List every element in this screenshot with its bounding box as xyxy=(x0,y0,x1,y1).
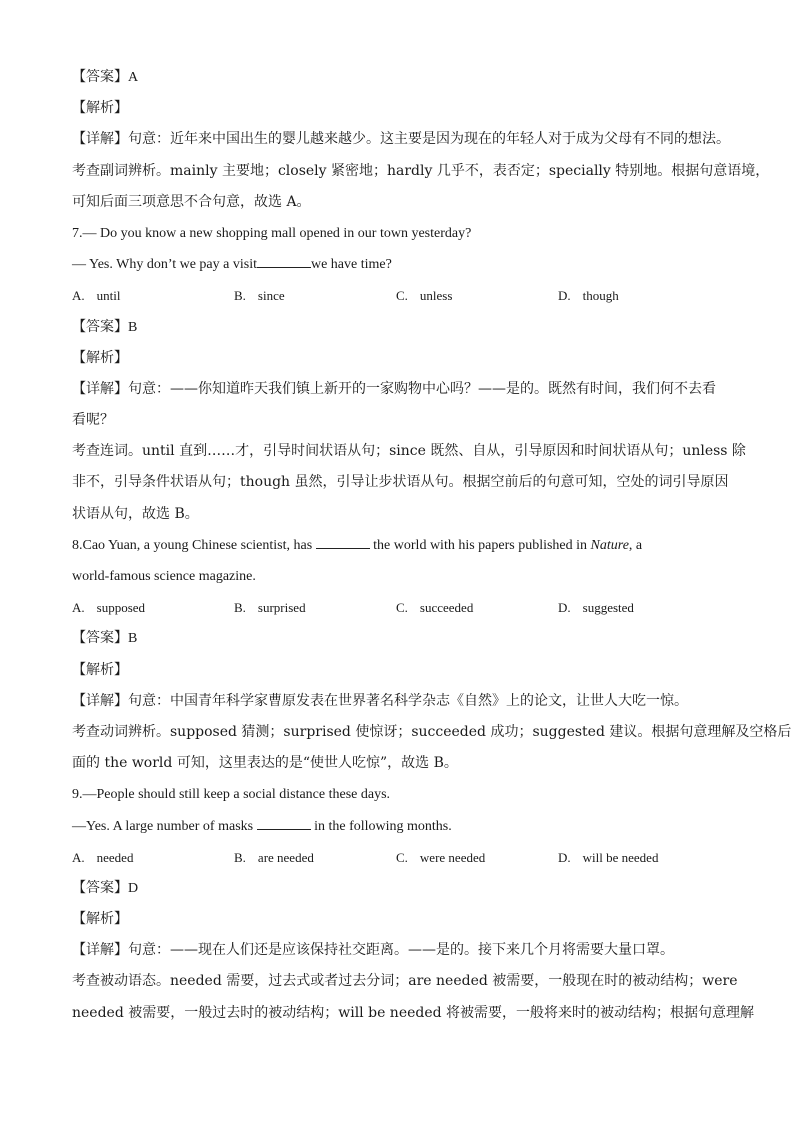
answer-tag: 【答案】 xyxy=(72,879,128,896)
detail-line: needed 被需要，一般过去时的被动结构；will be needed 将被需要，一般将来时的被动结构；根据句意理解 xyxy=(72,1004,755,1021)
detail-line: 可知后面三项意思不合句意，故选 A。 xyxy=(72,193,311,210)
question-stem xyxy=(72,811,732,842)
option-letter: B. xyxy=(234,288,246,304)
option-c xyxy=(396,280,558,311)
answer-tag: 【答案】 xyxy=(72,318,128,335)
option-text: were needed xyxy=(419,849,486,865)
analysis-heading: 【解析】 xyxy=(72,661,128,678)
detail-line: 考查连词。until 直到……才，引导时间状语从句；since 既然、自从，引导原因和时间状语从句；unless 除 xyxy=(72,443,746,460)
detail-text: 句意：中国青年科学家曹原发表在世界著名科学杂志《自然》上的论文，让世人大吃一惊。 xyxy=(128,692,688,709)
detail-line xyxy=(72,935,732,966)
answer-blank xyxy=(257,253,311,268)
stem-text: in the following months. xyxy=(314,818,452,834)
answer-tag: 【答案】 xyxy=(72,630,128,647)
stem-text: we have time? xyxy=(310,257,392,273)
stem-text: 8.Cao Yuan, a young Chinese scientist, has xyxy=(72,537,313,553)
option-text: surprised xyxy=(257,600,306,616)
option-b xyxy=(234,280,396,311)
analysis-heading: 【解析】 xyxy=(72,911,128,928)
question-stem: 9.—People should still keep a social distance these days. xyxy=(72,787,391,803)
stem-text: —Yes. A large number of masks xyxy=(72,818,254,834)
analysis-heading: 【解析】 xyxy=(72,100,128,117)
answer-value: B xyxy=(128,319,138,335)
option-text: needed xyxy=(96,849,134,865)
option-letter: D. xyxy=(558,288,571,304)
option-b xyxy=(234,842,396,873)
option-text: are needed xyxy=(257,849,314,865)
option-text: succeeded xyxy=(419,600,474,616)
detail-tag: 【详解】 xyxy=(72,692,128,709)
option-row xyxy=(72,842,732,873)
option-text: suggested xyxy=(582,600,634,616)
option-row xyxy=(72,280,732,311)
answer-line xyxy=(72,62,732,93)
option-letter: A. xyxy=(72,600,85,616)
option-text: until xyxy=(96,288,121,304)
stem-text: , a xyxy=(628,537,643,553)
option-c xyxy=(396,592,558,623)
detail-line xyxy=(72,374,732,405)
option-letter: D. xyxy=(558,849,571,865)
stem-text: — Yes. Why don’t we pay a visit xyxy=(72,257,257,273)
option-text: since xyxy=(257,288,285,304)
analysis-heading: 【解析】 xyxy=(72,349,128,366)
option-letter: A. xyxy=(72,288,85,304)
answer-tag: 【答案】 xyxy=(72,69,128,85)
option-text: unless xyxy=(419,288,453,304)
answer-value: A xyxy=(128,70,139,85)
option-letter: C. xyxy=(396,600,408,616)
detail-text: 句意：——现在人们还是应该保持社交距离。——是的。接下来几个月将需要大量口罩。 xyxy=(128,942,674,959)
option-a xyxy=(72,592,234,623)
option-letter: A. xyxy=(72,849,85,865)
option-letter: B. xyxy=(234,849,246,865)
detail-text: 句意：——你知道昨天我们镇上新开的一家购物中心吗？——是的。既然有时间，我们何不去看 xyxy=(128,380,716,397)
detail-tag: 【详解】 xyxy=(72,380,128,397)
option-d xyxy=(558,842,720,873)
question-stem: 7.— Do you know a new shopping mall opened in our town yesterday? xyxy=(72,225,472,241)
detail-tag: 【详解】 xyxy=(72,131,128,148)
detail-tag: 【详解】 xyxy=(72,942,128,959)
question-stem xyxy=(72,530,732,561)
question-stem: world-famous science magazine. xyxy=(72,569,256,584)
option-text: will be needed xyxy=(582,849,659,865)
detail-line: 状语从句，故选 B。 xyxy=(72,505,199,522)
option-letter: C. xyxy=(396,849,408,865)
option-d xyxy=(558,280,720,311)
option-a xyxy=(72,280,234,311)
answer-blank xyxy=(257,815,311,830)
option-b xyxy=(234,592,396,623)
question-stem xyxy=(72,249,732,280)
answer-value: D xyxy=(128,880,139,896)
document-page xyxy=(72,62,792,1029)
answer-line xyxy=(72,312,732,343)
option-letter: C. xyxy=(396,288,408,304)
detail-line: 考查副词辨析。mainly 主要地；closely 紧密地；hardly 几乎不，表否定；specially 特别地。根据句意语境， xyxy=(72,162,770,179)
answer-blank xyxy=(316,534,370,549)
detail-line: 看呢？ xyxy=(72,412,114,429)
answer-value: B xyxy=(128,631,138,647)
option-letter: D. xyxy=(558,600,571,616)
option-text: supposed xyxy=(96,600,146,616)
stem-text: the world with his papers published in xyxy=(373,537,588,553)
detail-line: 考查动词辨析。supposed 猜测；surprised 使惊讶；succeeded 成功；suggested 建议。根据句意理解及空格后 xyxy=(72,723,792,740)
option-c xyxy=(396,842,558,873)
option-d xyxy=(558,592,720,623)
option-letter: B. xyxy=(234,600,246,616)
magazine-title: Nature xyxy=(590,537,629,553)
option-a xyxy=(72,842,234,873)
answer-line xyxy=(72,873,732,904)
detail-line: 非不，引导条件状语从句；though 虽然，引导让步状语从句。根据空前后的句意可知，空处的词引导原因 xyxy=(72,474,729,491)
option-row xyxy=(72,592,732,623)
detail-line xyxy=(72,686,732,717)
detail-text: 句意：近年来中国出生的婴儿越来越少。这主要是因为现在的年轻人对于成为父母有不同的想法。 xyxy=(128,131,730,148)
detail-line: 考查被动语态。needed 需要，过去式或者过去分词；are needed 被需要，一般现在时的被动结构；were xyxy=(72,973,738,990)
detail-line xyxy=(72,124,732,155)
answer-line xyxy=(72,623,732,654)
detail-line: 面的 the world 可知，这里表达的是“使世人吃惊”，故选 B。 xyxy=(72,755,458,772)
option-text: though xyxy=(582,288,619,304)
